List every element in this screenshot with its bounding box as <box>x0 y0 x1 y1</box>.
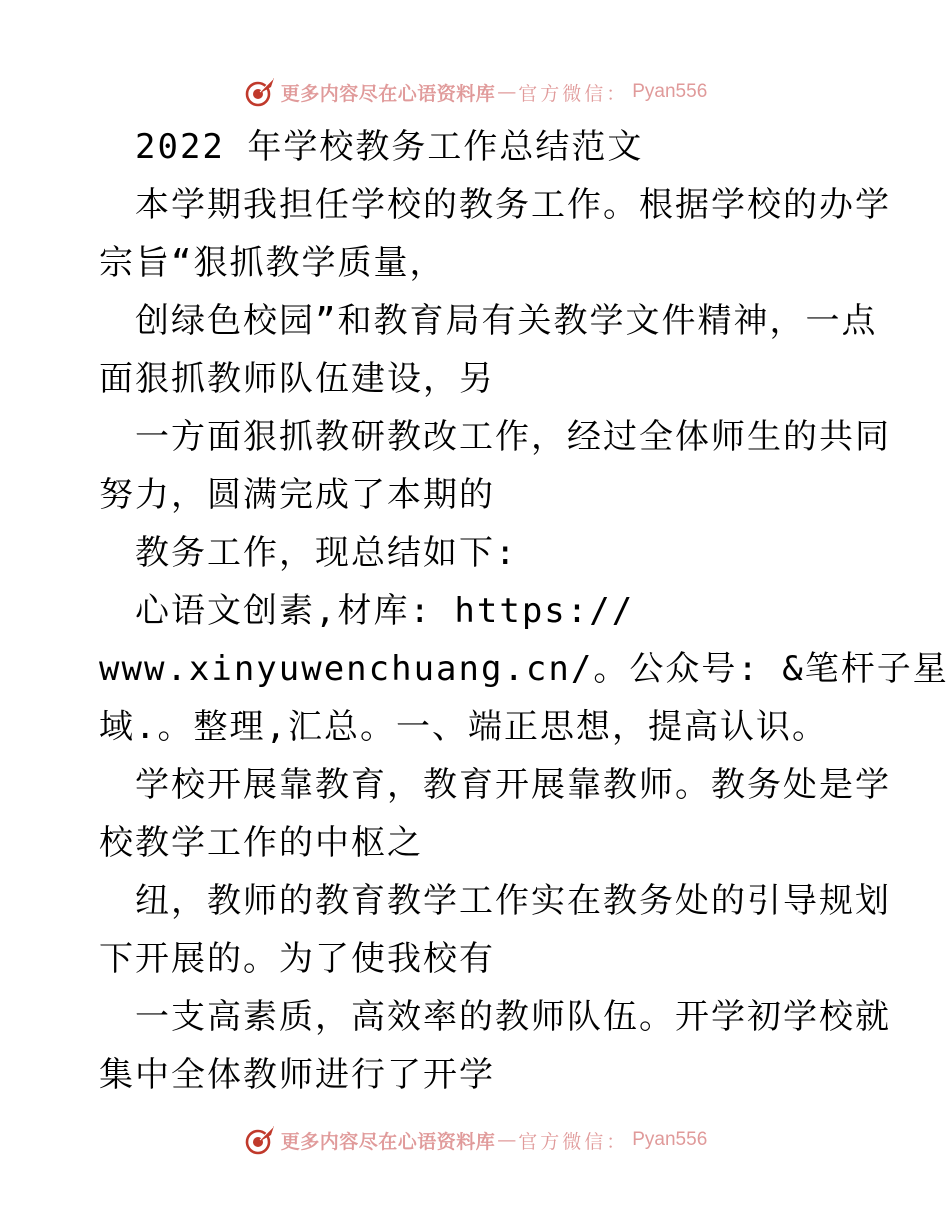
text-line: www.xinyuwenchuang.cn/。公众号: &笔杆子星 <box>99 649 949 689</box>
text-line: 心语文创素,材库: https:// <box>135 591 635 631</box>
header-watermark <box>0 75 950 109</box>
text-line: 面狠抓教师队伍建设，另 <box>99 359 495 399</box>
text-line: 努力，圆满完成了本期的 <box>99 475 495 515</box>
text-line: 下开展的。为了使我校有 <box>99 939 495 979</box>
text-line: 集中全体教师进行了开学 <box>99 1055 495 1095</box>
text-line: 一方面狠抓教研教改工作，经过全体师生的共同 <box>135 417 891 457</box>
watermark-wechat-id: Pyan556 <box>632 1129 708 1150</box>
document-title: 2022 年学校教务工作总结范文 <box>135 127 644 167</box>
watermark-separator: — <box>497 81 517 103</box>
watermark-wechat-id: Pyan556 <box>632 81 708 102</box>
text-line: 学校开展靠教育，教育开展靠教师。教务处是学 <box>135 765 891 805</box>
quill-logo-icon <box>243 75 277 109</box>
text-line: 宗旨“狠抓教学质量， <box>99 243 446 283</box>
document-body <box>99 118 949 1104</box>
text-line: 一支高素质，高效率的教师队伍。开学初学校就 <box>135 997 891 1037</box>
text-line: 域.。整理,汇总。一、端正思想，提高认识。 <box>99 707 828 747</box>
watermark-official-label: 官方微信： <box>518 82 629 105</box>
text-line: 创绿色校园”和教育局有关教学文件精神，一点 <box>135 301 878 341</box>
quill-logo-icon <box>243 1123 277 1157</box>
watermark-separator: — <box>497 1129 517 1151</box>
text-line: 教务工作，现总结如下: <box>135 533 518 573</box>
watermark-site-text: 更多内容尽在心语资料库 <box>280 82 496 105</box>
footer-watermark <box>0 1123 950 1157</box>
text-line: 纽，教师的教育教学工作实在教务处的引导规划 <box>135 881 891 921</box>
watermark-site-text: 更多内容尽在心语资料库 <box>280 1130 496 1153</box>
watermark-official-label: 官方微信： <box>518 1130 629 1153</box>
text-line: 本学期我担任学校的教务工作。根据学校的办学 <box>135 185 891 225</box>
text-line: 校教学工作的中枢之 <box>99 823 423 863</box>
